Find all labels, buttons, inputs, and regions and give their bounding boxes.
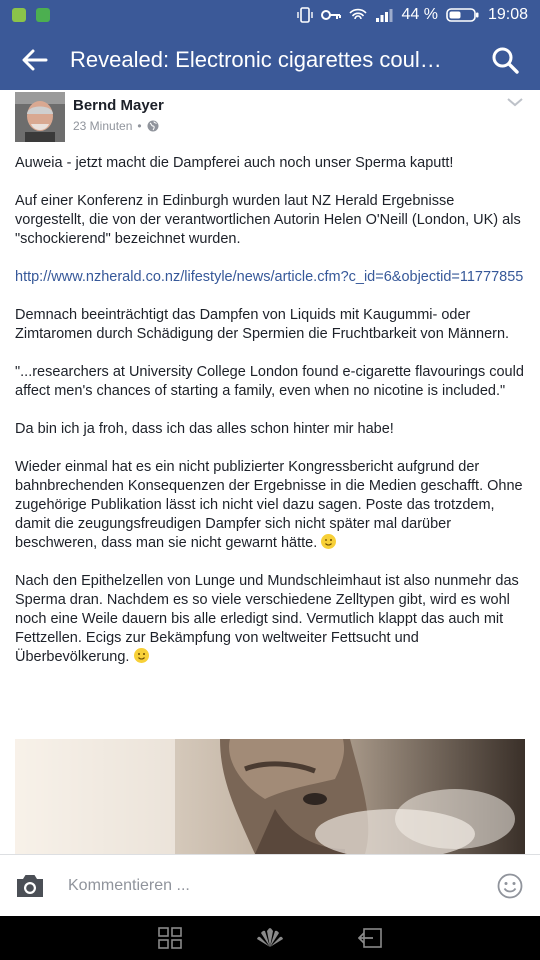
post-paragraph: Auweia - jetzt macht die Dampferei auch noch unser Sperma kaputt!	[15, 155, 454, 171]
meta-separator: •	[137, 119, 142, 133]
search-button[interactable]	[470, 30, 540, 90]
vaping-man-image	[15, 739, 525, 854]
grid-icon	[158, 927, 182, 949]
post-paragraph: Da bin ich ja froh, dass ich das alles schon hinter mir habe!	[15, 421, 394, 437]
key-icon	[321, 8, 341, 22]
back-button[interactable]	[0, 30, 70, 90]
vibrate-icon	[297, 7, 313, 23]
smiley-icon	[497, 873, 523, 899]
post-meta	[73, 119, 159, 133]
comment-input[interactable]: Kommentieren ...	[68, 877, 190, 894]
notification-icon	[12, 8, 26, 22]
avatar-image	[15, 92, 65, 142]
post-paragraph: "...researchers at University College London found e-cigarette flavourings could affect men's chances of starting a family, even when no nicotine is included."	[15, 364, 524, 399]
search-icon	[491, 46, 519, 74]
back-nav-icon	[358, 928, 382, 948]
recent-apps-button[interactable]	[120, 927, 220, 949]
smile-emoji-icon	[134, 648, 149, 663]
battery-icon	[446, 7, 480, 23]
post-paragraph: Demnach beeinträchtigt das Dampfen von Liquids mit Kaugummi- oder Zimtaromen durch Schädigung der Spermien die Fruchtbarkeit von Männern.	[15, 307, 510, 342]
camera-icon	[14, 873, 46, 899]
camera-button[interactable]	[0, 873, 60, 899]
shield-notification-icon	[36, 8, 50, 22]
page-title: Revealed: Electronic cigarettes coul…	[70, 47, 442, 72]
comment-composer	[0, 854, 540, 917]
system-nav-bar	[0, 916, 540, 960]
post-time[interactable]: 23 Minuten	[73, 119, 133, 133]
status-bar	[0, 0, 540, 30]
article-link[interactable]: http://www.nzherald.co.nz/lifestyle/news/article.cfm?c_id=6&objectid=11777855	[15, 269, 524, 285]
home-button[interactable]	[220, 927, 320, 949]
post-paragraph: Wieder einmal hat es ein nicht publizierter Kongressbericht aufgrund der bahnbrechenden Konsequenzen der Ergebnisse in die Medien geschafft. Ohne zugehörige Publikation lässt ich nicht viel dazu sagen. Poste das trotzdem, damit die zeugungsfreudigen Dampfer sich nicht später mal darüber beschweren, dass man sie nicht gewarnt hätte.	[15, 459, 523, 551]
signal-icon	[375, 8, 393, 22]
wink-emoji-icon	[321, 534, 336, 549]
post-photo[interactable]	[15, 739, 525, 854]
status-time: 19:08	[487, 6, 528, 23]
globe-icon	[147, 120, 159, 132]
post-header	[15, 92, 525, 142]
post-paragraph: Nach den Epithelzellen von Lunge und Mundschleimhaut ist also nunmehr das Sperma dran. Nachdem es so viele verschiedene Zelltypen gibt, wird es wohl noch eine Weile dauern bis alle erledigt sind. Vermutlich klappt das auch mit Fettzellen. Ecigs zur Bekämpfung von weltweiter Fettsucht und Überbevölkerung.	[15, 573, 519, 665]
post-text	[15, 154, 525, 686]
post-author[interactable]: Bernd Mayer	[73, 97, 164, 114]
chevron-down-icon[interactable]	[505, 92, 525, 112]
avatar[interactable]	[15, 92, 65, 142]
back-nav-button[interactable]	[320, 928, 420, 948]
post-paragraph: Auf einer Konferenz in Edinburgh wurden laut NZ Herald Ergebnisse vorgestellt, die von der verantwortlichen Autorin Helen O'Neill (London, UK) als "schockierend" bezeichnet wurden.	[15, 193, 521, 247]
huawei-logo-icon	[256, 927, 284, 949]
emoji-button[interactable]	[480, 873, 540, 899]
wifi-icon	[349, 8, 367, 22]
battery-percent: 44 %	[401, 6, 438, 23]
arrow-left-icon	[22, 49, 48, 71]
post-content[interactable]	[0, 90, 540, 854]
app-bar	[0, 30, 540, 90]
